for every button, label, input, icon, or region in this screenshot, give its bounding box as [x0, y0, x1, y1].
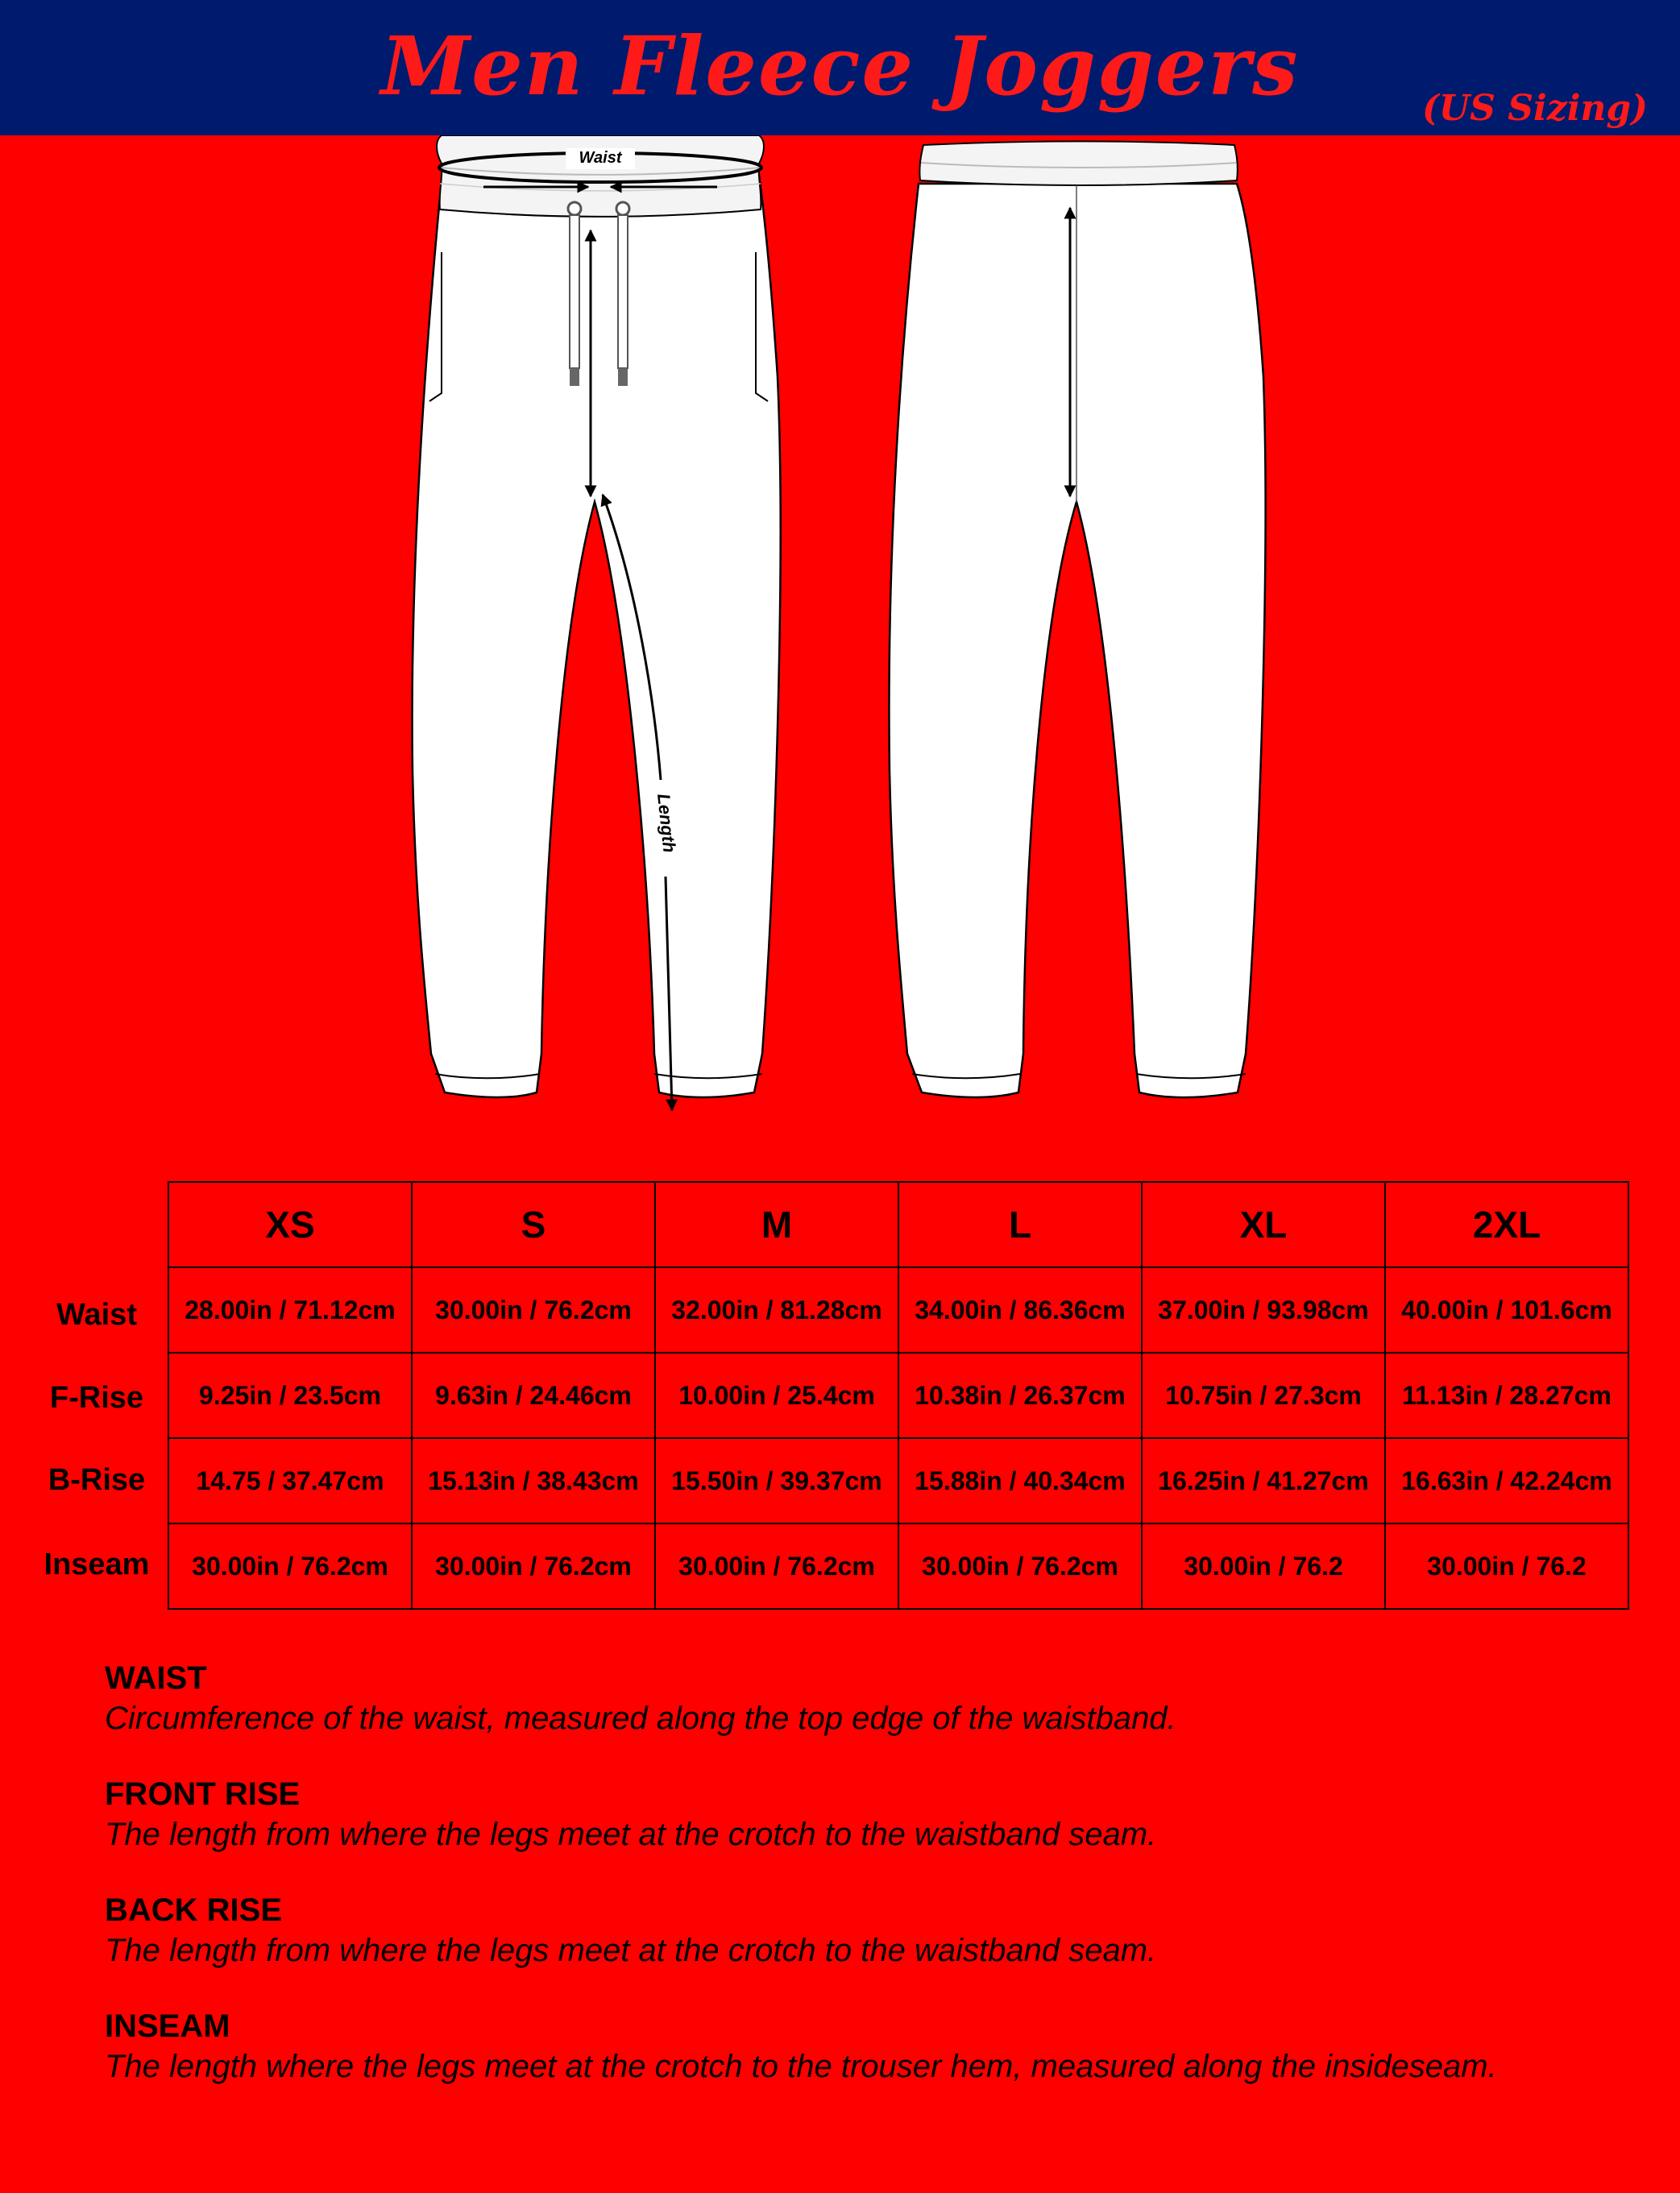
table-cell: 16.63in / 42.24cm: [1385, 1438, 1628, 1523]
definition-back-rise: [105, 1890, 1636, 1971]
table-cell: 9.63in / 24.46cm: [412, 1353, 655, 1438]
table-cell: 37.00in / 93.98cm: [1142, 1267, 1385, 1353]
definition-front-rise: [105, 1774, 1636, 1855]
definition-waist: [105, 1658, 1636, 1739]
page-title: Men Fleece Joggers: [380, 19, 1300, 114]
table-cell: 30.00in / 76.2cm: [412, 1267, 655, 1353]
table-cell: 9.25in / 23.5cm: [168, 1353, 412, 1438]
row-label-front-rise: F-Rise: [49, 1381, 144, 1415]
table-row: [168, 1267, 1628, 1353]
table-row: [168, 1353, 1628, 1438]
table-cell: 30.00in / 76.2cm: [898, 1523, 1142, 1609]
size-header-row: [168, 1182, 1628, 1267]
definition-title: BACK RISE: [105, 1892, 283, 1928]
front-joggers-drawing: [413, 135, 781, 1110]
definition-title: FRONT RISE: [105, 1776, 301, 1812]
back-joggers-drawing: [889, 142, 1265, 1098]
table-cell: 10.38in / 26.37cm: [898, 1353, 1142, 1438]
table-cell: 15.50in / 39.37cm: [655, 1438, 898, 1523]
table-row: [168, 1523, 1628, 1609]
table-cell: 15.88in / 40.34cm: [898, 1438, 1142, 1523]
size-header-m: M: [655, 1182, 898, 1267]
row-label-waist: Waist: [56, 1298, 137, 1332]
joggers-illustration: [0, 135, 1680, 1126]
table-cell: 30.00in / 76.2: [1385, 1523, 1628, 1609]
table-row: [168, 1438, 1628, 1523]
size-header-xl: XL: [1142, 1182, 1385, 1267]
definition-title: INSEAM: [105, 2009, 230, 2044]
definition-text: The length where the legs meet at the crotch to the trouser hem, measured along the insideseam.: [105, 2049, 1497, 2084]
row-label-back-rise: B-Rise: [48, 1463, 146, 1497]
table-cell: 28.00in / 71.12cm: [168, 1267, 412, 1353]
table-cell: 32.00in / 81.28cm: [655, 1267, 898, 1353]
table-cell: 10.00in / 25.4cm: [655, 1353, 898, 1438]
table-cell: 11.13in / 28.27cm: [1385, 1353, 1628, 1438]
definition-text: The length from where the legs meet at the crotch to the waistband seam.: [105, 1817, 1157, 1852]
table-cell: 30.00in / 76.2cm: [168, 1523, 412, 1609]
table-cell: 10.75in / 27.3cm: [1142, 1353, 1385, 1438]
size-table: [168, 1181, 1629, 1610]
table-cell: 30.00in / 76.2cm: [412, 1523, 655, 1609]
table-cell: 34.00in / 86.36cm: [898, 1267, 1142, 1353]
page-subtitle: (US Sizing): [1421, 88, 1648, 129]
table-cell: 15.13in / 38.43cm: [412, 1438, 655, 1523]
table-cell: 40.00in / 101.6cm: [1385, 1267, 1628, 1353]
size-header-xs: XS: [168, 1182, 412, 1267]
length-measure-label: Length: [653, 792, 680, 854]
table-cell: 30.00in / 76.2: [1142, 1523, 1385, 1609]
definition-text: The length from where the legs meet at the crotch to the waistband seam.: [105, 1933, 1157, 1968]
table-cell: 14.75 / 37.47cm: [168, 1438, 412, 1523]
definition-inseam: [105, 2006, 1636, 2087]
table-cell: 16.25in / 41.27cm: [1142, 1438, 1385, 1523]
definition-text: Circumference of the waist, measured along the top edge of the waistband.: [105, 1701, 1176, 1736]
measurement-definitions: [105, 1658, 1636, 2122]
size-header-l: L: [898, 1182, 1142, 1267]
waist-measure-label: Waist: [579, 149, 622, 167]
table-cell: 30.00in / 76.2cm: [655, 1523, 898, 1609]
size-header-2xl: 2XL: [1385, 1182, 1628, 1267]
size-header-s: S: [412, 1182, 655, 1267]
definition-title: WAIST: [105, 1660, 207, 1696]
header-banner: [0, 0, 1680, 135]
row-label-inseam: Inseam: [44, 1548, 150, 1582]
